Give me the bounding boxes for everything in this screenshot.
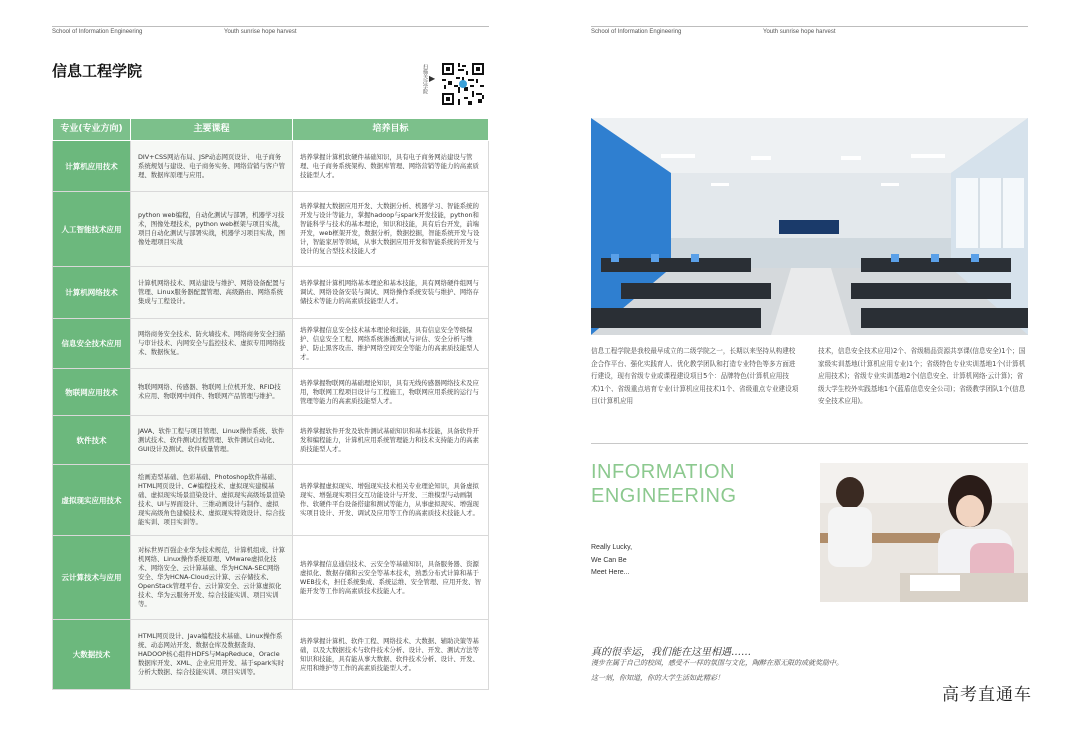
header-slogan: Youth sunrise hope harvest xyxy=(224,29,297,35)
major-name: 软件技术 xyxy=(53,416,131,465)
major-name: 物联网应用技术 xyxy=(53,369,131,416)
arrow-icon: ▶ xyxy=(429,74,436,83)
table-row xyxy=(53,319,489,369)
major-name: 大数据技术 xyxy=(53,620,131,690)
training-goal: 培养掌握大数据应用开发、大数据分析、机器学习、智能系统的开发与设计等能力，掌握hadoop与spark开发技能，python和智能科学与技术的基本理论，知识和技能，具有后台开发，前端开发，web框架开发，数据分析，数据挖掘，智能系统开发与设计，智能家居等领域，从事大数据应用开发和智能系统的开发与设计的复合型技术技能人才 xyxy=(293,192,489,267)
qr-code-icon[interactable] xyxy=(440,61,486,107)
lucky-line3: Meet Here... xyxy=(591,569,630,577)
page-title: 信息工程学院 xyxy=(52,62,143,80)
training-goal: 培养掌握计算机、软件工程、网络技术、大数据、辅助决策等基础，以及大数据技术与软件技术分析、设计、开发、测试方法等知识和技能，具有能从事大数据、软件技术分析、设计、开发、应用和维护等工作的高素质技能型人才。 xyxy=(293,620,489,690)
table-row xyxy=(53,465,489,536)
table-row xyxy=(53,416,489,465)
majors-table xyxy=(52,118,489,690)
table-row xyxy=(53,192,489,267)
course-list: 绘画造型基础、色彩基础、Photoshop软件基础、HTML网页设计、C#编程技术、虚拟现实建模基础、虚拟现实场景渲染设计、虚拟现实高级场景渲染技术、UI与界面设计、三维动画设计与制作、虚拟现实高级角色建模技术、虚拟现实特效设计、综合技能实训、项目实训等。 xyxy=(131,465,293,536)
header-school: School of Information Engineering xyxy=(591,29,682,35)
lucky-text xyxy=(591,542,632,580)
course-list: 网络商务安全技术、防火墙技术、网络商务安全扫描与审计技术、内网安全与监控技术、虚拟专用网络技术、数据恢复。 xyxy=(131,319,293,369)
major-name: 虚拟现实应用技术 xyxy=(53,465,131,536)
header-goal: 培养目标 xyxy=(293,119,489,141)
english-heading-line1: INFORMATION xyxy=(591,461,736,483)
course-list: python web编程，自动化测试与部署，机器学习技术，图像处理技术，python web框架与项目实战，项目自动化测试与部署实战，机器学习项目实战，图像处理项目实战 xyxy=(131,192,293,267)
section-divider xyxy=(591,443,1028,444)
lucky-line2: We Can Be xyxy=(591,556,627,564)
watermark: 高考直通车 xyxy=(942,685,1032,705)
major-name: 计算机网络技术 xyxy=(53,267,131,319)
header-school: School of Information Engineering xyxy=(52,29,143,35)
table-row xyxy=(53,369,489,416)
intro-paragraph-2: 技术，信息安全技术应用)2个、省级精品资源共享课(信息安全)1个；国家级实训基地(计算机应用专业)1个；省级特色专业实训基地1个(计算机应用技术)；省级专业实训基地2个(信息安全、计算机网络·云计算)；省级大学生校外实践基地1个(蓝盾信息安全公司)；省级教学团队1个(信息安全技术应用)。 xyxy=(818,347,1026,406)
handwritten-line-1: 真的很幸运，我们能在这里相遇…… xyxy=(591,647,751,658)
training-goal: 培养掌握信息安全技术基本理论和技能，具有信息安全等级保护、信息安全工程、网络系统渗透测试与评估、安全分析与维护、防止黑客攻击、维护网络空间安全等能力的高素质技能型人才。 xyxy=(293,319,489,369)
training-goal: 培养掌握计算机软硬件基础知识，具有电子商务网站建设与管理、电子商务系统架构、数据库管理、网络营销等能力的高素质技能型人才。 xyxy=(293,141,489,192)
computer-lab-photo xyxy=(591,118,1028,335)
header-courses: 主要课程 xyxy=(131,119,293,141)
course-list: 物联网网络、传感器、物联网上位机开发、RFID技术应用、物联网中间件、物联网产品管理与维护。 xyxy=(131,369,293,416)
handwritten-line-2: 漫步在属于自己的校园，感受不一样的氛围与文化，陶醉在那无限的成就奖励中。 xyxy=(591,659,843,667)
course-list: DIV+CSS网站布局、JSP动态网页设计、 电子商务系统规划与建设、电子商务实务、网络营销与客户管理、数据库原理与应用。 xyxy=(131,141,293,192)
handwritten-line-3: 这一刻，你知道，你的大学生活如此精彩！ xyxy=(591,674,724,682)
training-goal: 培养掌握物联网的基础理论知识，具有无线传感器网络技术及应用，物联网工程项目设计与工程施工，物联网应用系统的运行与管理等能力的高素质技能型人才。 xyxy=(293,369,489,416)
table-row xyxy=(53,141,489,192)
qr-label: 扫描关注学院 xyxy=(422,64,428,94)
header-rule xyxy=(591,26,1028,27)
training-goal: 培养掌握虚拟现实、增强现实技术相关专业理论知识，具备虚拟现实、增强现实项目交互功能设计与开发、三维模型与动画制作、软硬件平台设备搭建和测试等能力，从事虚拟现实、增强现实项目设计、开发、调试及应用等工作的高素质技术技能人才。 xyxy=(293,465,489,536)
training-goal: 培养掌握信息通信技术、云安全等基础知识，具备服务器、资源虚拟化、数据存储和云安全等基本技术，熟悉分布式计算和基于WEB技术，担任系统集成、系统运维、安全管理、应用开发、智能开发等工作的高素质技术技能人才。 xyxy=(293,536,489,620)
major-name: 云计算技术与应用 xyxy=(53,536,131,620)
major-name: 信息安全技术应用 xyxy=(53,319,131,369)
lucky-line1: Really Lucky, xyxy=(591,544,633,551)
english-heading-line2: ENGINEERING xyxy=(591,485,737,507)
header-major: 专业(专业方向) xyxy=(53,119,131,141)
course-list: 对标世界百强企业华为技术规范，计算机组成、计算机网络、Linux操作系统原理、VMware虚拟化技术、网络安全、云计算基础、华为HCNA-SEC网络安全、华为HCNA-Cloud云计算、云存储技术、OpenStack管理平台、云计算安全、云计算虚拟化技术、华为云服务开发、综合技能实训、项目实训等。 xyxy=(131,536,293,620)
table-header-row xyxy=(53,119,489,141)
table-row xyxy=(53,267,489,319)
training-goal: 培养掌握软件开发及软件测试基础知识和基本技能，具备软件开发和编程能力，计算机应用系统管理能力和技术支持能力的高素质技能型人才。 xyxy=(293,416,489,465)
course-list: JAVA、软件工程与项目管理、Linux操作系统、软件测试技术、软件测试过程管理、软件测试自动化、GUI设计及测试、软件质量管理。 xyxy=(131,416,293,465)
course-list: HTML网页设计、Java编程技术基础、Linux操作系统、动态网站开发、数据仓库及数据查询、HADOOP核心组件HDFS与MapReduce、Oracle数据库开发、XML、企业应用开发、基于spark实时分析大数据、综合技能实训、项目实训等。 xyxy=(131,620,293,690)
students-photo xyxy=(820,463,1028,602)
intro-paragraph-1: 信息工程学院是我校最早成立的二级学院之一，长期以来坚持从构建校企合作平台、强化实践育人、优化教学团队和打造专业特色等多方面进行建设，现有省级专业或课程建设项目5个：品牌特色(计算机应用技术)1个、省级重点培育专业(计算机应用技术)1个、省级重点专业建设项目(计算机应用 xyxy=(591,347,799,406)
header-slogan: Youth sunrise hope harvest xyxy=(763,29,836,35)
course-list: 计算机网络技术、网站建设与维护、网络设备配置与管理、Linux服务器配置管理、高级路由、网络系统集成与工程设计。 xyxy=(131,267,293,319)
table-row xyxy=(53,620,489,690)
major-name: 计算机应用技术 xyxy=(53,141,131,192)
major-name: 人工智能技术应用 xyxy=(53,192,131,267)
english-heading xyxy=(591,460,737,508)
header-rule xyxy=(52,26,489,27)
table-row xyxy=(53,536,489,620)
training-goal: 培养掌握计算机网络基本理论和基本技能，具有网络硬件组网与调试、网络设备安装与调试、网络操作系统安装与维护、网络存储技术等能力的高素质技能型人才。 xyxy=(293,267,489,319)
